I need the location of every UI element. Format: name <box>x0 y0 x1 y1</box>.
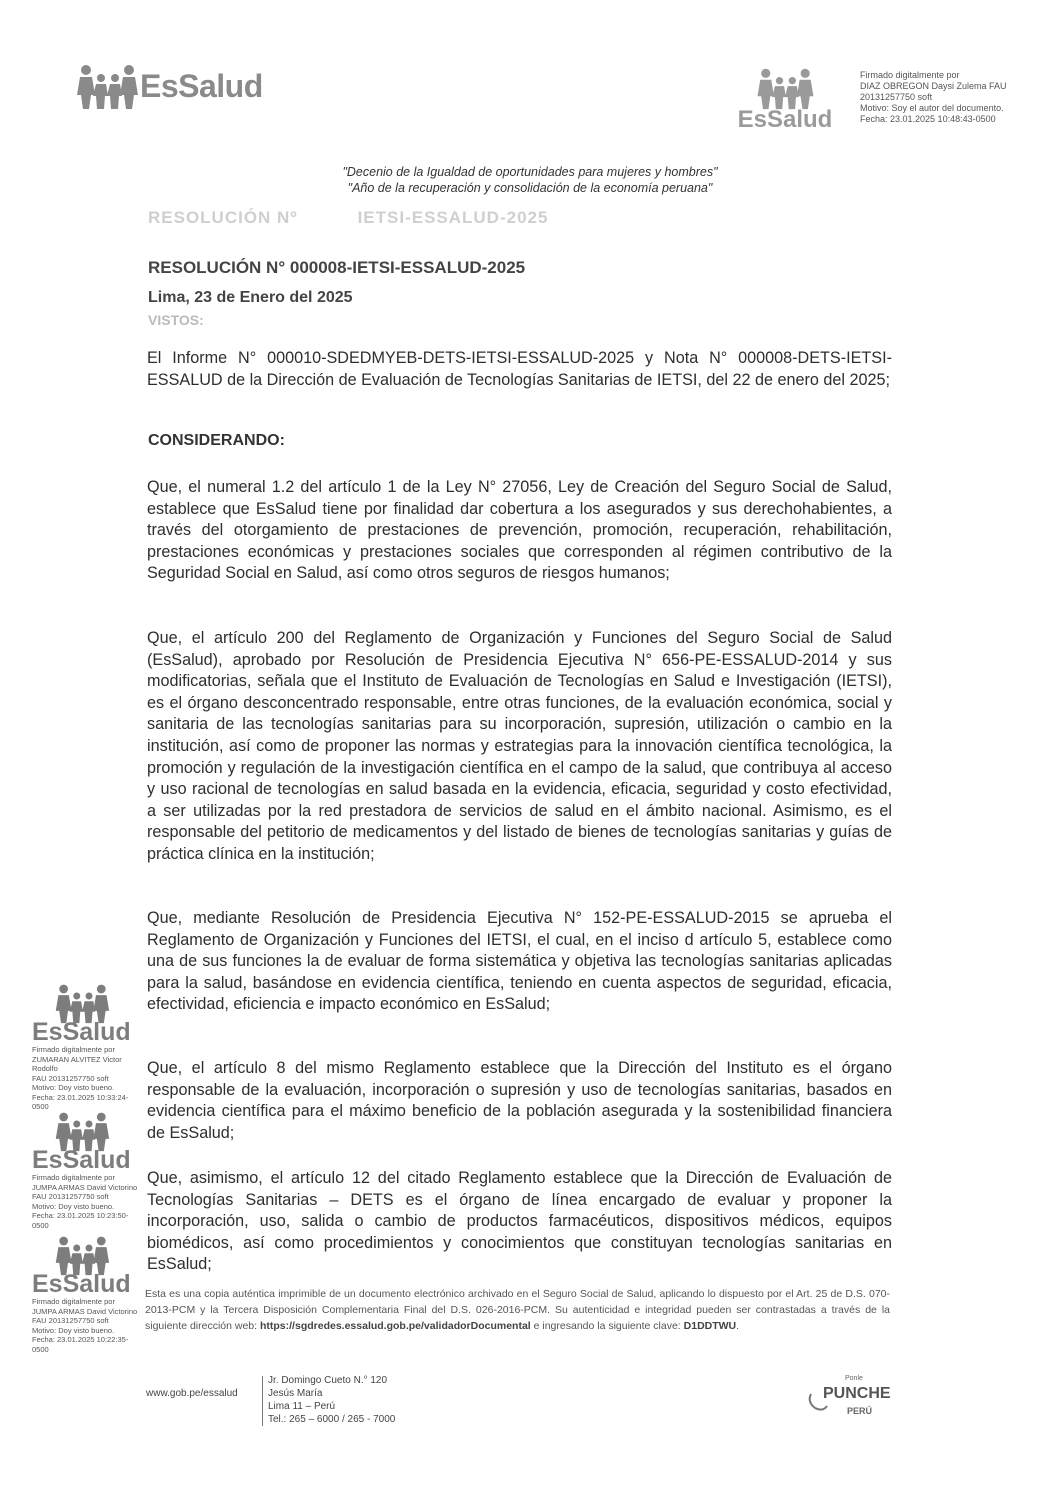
motto-line-1: "Decenio de la Igualdad de oportunidades para mujeres y hombres" <box>342 165 718 179</box>
signature-line: Fecha: 23.01.2025 10:48:43-0500 <box>860 114 996 124</box>
address-line: Jr. Domingo Cueto N.° 120 <box>268 1375 388 1386</box>
resolution-date: Lima, 23 de Enero del 2025 <box>148 289 353 306</box>
stamp-line: JUMPA ARMAS David Victorino <box>32 1182 138 1192</box>
stamp-logo-text: EsSalud <box>32 1018 131 1046</box>
authenticity-note <box>145 1286 890 1334</box>
resolution-title: RESOLUCIÓN N° 000008-IETSI-ESSALUD-2025 <box>148 258 526 277</box>
stamp-meta <box>32 1173 142 1230</box>
stamp-line: Motivo: Doy visto bueno. <box>32 1325 115 1335</box>
stamp-line: Firmado digitalmente por <box>32 1297 115 1306</box>
signature-stamp <box>32 982 142 1112</box>
stamp-line: FAU 20131257750 soft <box>32 1316 109 1325</box>
peru-logo-word: PERÚ <box>847 1406 873 1416</box>
stamp-line: Motivo: Doy visto bueno. <box>32 1201 115 1211</box>
stamp-line: Firmado digitalmente por <box>32 1045 115 1054</box>
address-line: Tel.: 265 – 6000 / 265 - 7000 <box>268 1414 396 1425</box>
stamp-meta <box>32 1297 142 1354</box>
website-link[interactable]: www.gob.pe/essalud <box>146 1388 238 1399</box>
stamp-meta <box>32 1045 142 1112</box>
paragraph-2: Que, el artículo 200 del Reglamento de Organización y Funciones del Seguro Social de Salud (EsSalud), aprobado por Resolución de Presidencia Ejecutiva N° 656-PE-ESSALUD-2014 y sus modificatorias, señala que el Instituto de Evaluación de Tecnologías en Salud e Investigación (IETSI), es el órgano desconcentrado responsable, entre otras funciones, de la evaluación económica, social y sanitaria de las tecnologías sanitarias para su incorporación, supresión, utilización o cambio en la institución, así como de proponer las normas y estrategias para la innovación científica tecnológica, la promoción y regulación de la investigación científica en el campo de la salud, que contribuya al acceso y uso racional de tecnologías en salud basada en la evidencia, eficacia, seguridad y costo efectividad, a ser utilizadas por la red prestadora de servicios de salud en el ámbito nacional. Asimismo, es el responsable del petitorio de medicamentos y del listado de bienes de tecnologías sanitarias y guías de práctica clínica en la institución; <box>147 629 892 863</box>
paragraph-1: Que, el numeral 1.2 del artículo 1 de la Ley N° 27056, Ley de Creación del Seguro Social de Salud, establece que EsSalud tiene por finalidad dar cobertura a los asegurados y sus derechohabientes, a través del otorgamiento de prestaciones de prevención, promoción, recuperación, rehabilitación, prestaciones económicas y prestaciones sociales que corresponden al régimen contributivo de la Seguridad Social en Salud, así como otros seguros de riesgos humanos; <box>147 478 892 583</box>
ghost-header-right: IETSI-ESSALUD-2025 <box>357 208 549 227</box>
ponle-punche-peru-logo <box>805 1370 895 1420</box>
address-line: Lima 11 – Perú <box>268 1401 336 1412</box>
logo-text: EsSalud <box>140 67 263 104</box>
footer-divider <box>262 1376 263 1426</box>
address-block <box>268 1374 395 1426</box>
stamp-logo-text: EsSalud <box>32 1270 131 1298</box>
motto <box>300 164 760 196</box>
logo-right-text: EsSalud <box>737 106 833 133</box>
stamp-line: JUMPA ARMAS David Victorino <box>32 1306 138 1316</box>
family-figures-icon <box>755 66 815 110</box>
note-text: . <box>736 1320 740 1332</box>
stamp-line: Fecha: 23.01.2025 10:23:50-0500 <box>32 1211 129 1230</box>
digital-signature-top <box>860 70 1007 125</box>
note-text: Esta es una copia auténtica imprimible de un documento electrónico archivado en el Seguro Social de Salud, aplicando lo dispuesto por el Art. 25 de D.S. 070-2013-PCM y la Tercera Disposición Complementaria Final del D.S. 026-2016-PCM. Su autenticidad e integridad pueden ser contrastadas a través de la siguiente dirección web: <box>145 1288 890 1332</box>
note-text: e ingresando la siguiente clave: <box>530 1320 684 1332</box>
ghost-vistos: VISTOS: <box>148 312 204 328</box>
ghost-header <box>148 208 608 227</box>
stamp-line: FAU 20131257750 soft <box>32 1073 109 1083</box>
peru-logo-word: PUNCHE <box>823 1385 891 1402</box>
essalud-logo-right <box>735 66 835 134</box>
peru-logo-word: Ponle <box>845 1375 863 1382</box>
validation-url[interactable]: https://sgdredes.essalud.gob.pe/validadorDocumental <box>259 1320 531 1332</box>
signature-line: DIAZ OBREGON Daysi Zulema FAU <box>860 81 1007 91</box>
motto-line-2: "Año de la recuperación y consolidación de la economía peruana" <box>347 181 713 195</box>
family-figures-icon <box>76 62 138 110</box>
stamp-line: Fecha: 23.01.2025 10:22:35-0500 <box>32 1335 129 1354</box>
stamp-logo-text: EsSalud <box>32 1146 131 1174</box>
intro-paragraph: El Informe N° 000010-SDEDMYEB-DETS-IETSI-ESSALUD-2025 y Nota N° 000008-DETS-IETSI-ESSALUD de la Dirección de Evaluación de Tecnologías Sanitarias de IETSI, del 22 de enero del 2025; <box>147 349 892 389</box>
stamp-line: Motivo: Doy visto bueno. <box>32 1083 115 1092</box>
stamp-line: Fecha: 23.01.2025 10:33:24-0500 <box>32 1092 129 1111</box>
essalud-logo <box>76 62 263 110</box>
stamp-line: Firmado digitalmente por <box>32 1173 115 1182</box>
paragraph-3: Que, mediante Resolución de Presidencia Ejecutiva N° 152-PE-ESSALUD-2015 se aprueba el Reglamento de Organización y Funciones del IETSI, el cual, en el inciso d artículo 5, establece como una de sus funciones la de evaluar de forma sistemática y objetiva las tecnologías sanitarias aplicadas para la salud, basándose en evidencia científica, teniendo en cuenta aspectos de seguridad, eficacia, efectividad, eficiencia e impacto económico en EsSalud; <box>147 909 892 1014</box>
validation-key: D1DDTWU <box>683 1320 737 1332</box>
paragraph-4: Que, el artículo 8 del mismo Reglamento establece que la Dirección del Instituto es el órgano responsable de la evaluación, incorporación o supresión y uso de tecnologías sanitarias, basados en evidencia científica para el máximo beneficio de la población asegurada y la sostenibilidad financiera de EsSalud; <box>147 1059 892 1142</box>
considerando-heading: CONSIDERANDO: <box>148 432 285 449</box>
signature-line: Firmado digitalmente por <box>860 70 960 80</box>
stamp-line: ZUMARAN ALVITEZ Victor Rodolfo <box>32 1054 122 1073</box>
stamp-line: FAU 20131257750 soft <box>32 1192 109 1201</box>
signature-line: Motivo: Soy el autor del documento. <box>860 103 1004 113</box>
ghost-header-left: RESOLUCIÓN Nº <box>148 208 298 227</box>
address-line: Jesús María <box>268 1388 323 1399</box>
paragraph-5: Que, asimismo, el artículo 12 del citado Reglamento establece que la Dirección de Evaluación de Tecnologías Sanitarias – DETS es el órgano de línea encargado de evaluar y proponer la incorporación, uso, salida o cambio de productos farmacéuticos, dispositivos médicos, equipos biomédicos, así como procedimientos y conocimientos que constituyan tecnologías sanitarias en EsSalud; <box>147 1169 892 1274</box>
signature-line: 20131257750 soft <box>860 92 933 102</box>
signature-stamp <box>32 1234 142 1354</box>
signature-stamp <box>32 1110 142 1230</box>
